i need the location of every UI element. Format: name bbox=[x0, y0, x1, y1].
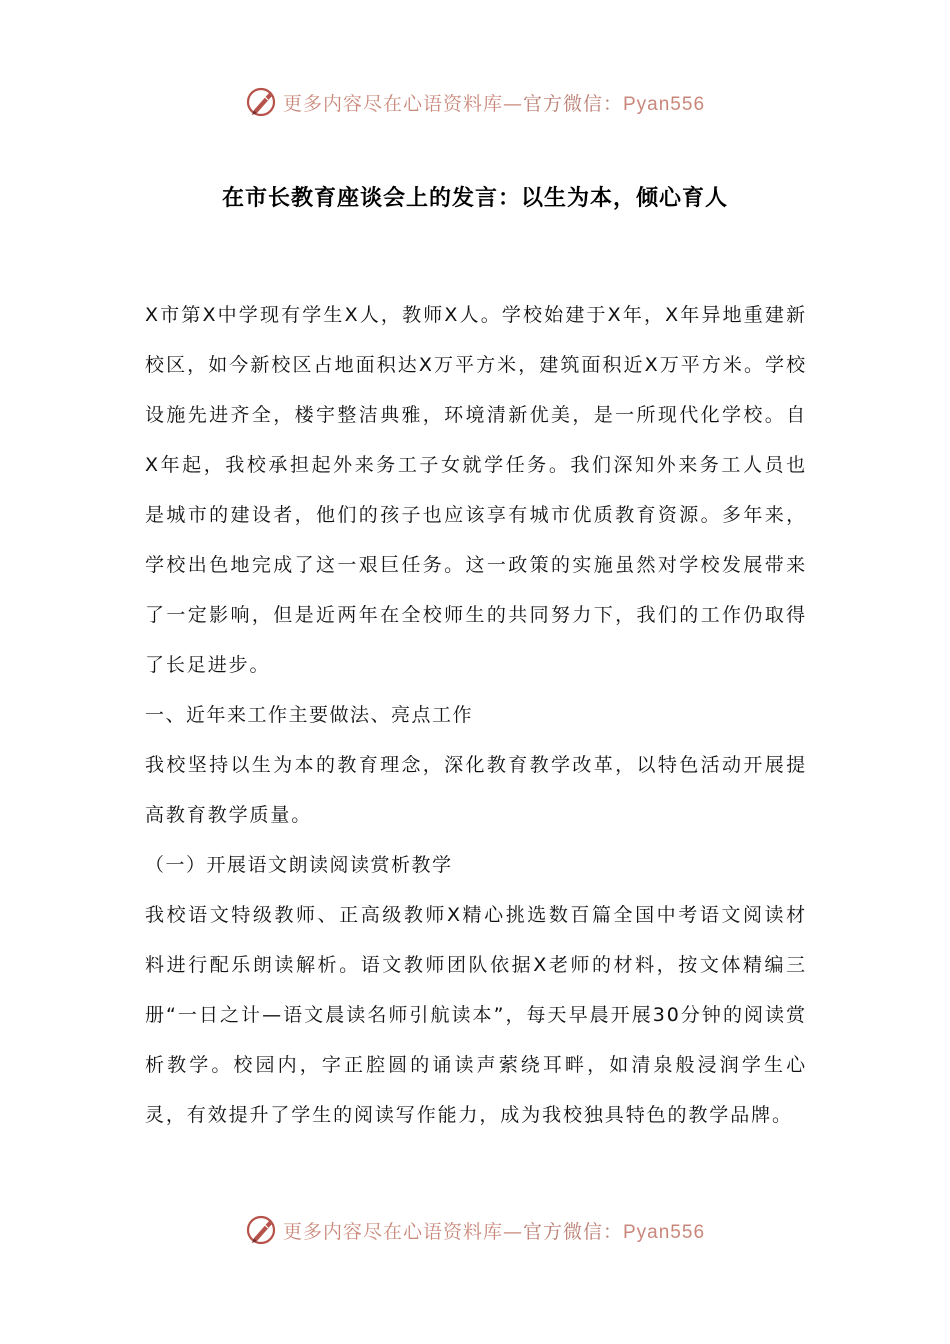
watermark-site-text: 更多内容尽在心语资料库 bbox=[282, 1220, 503, 1243]
paragraph-reading: 我校语文特级教师、正高级教师X精心挑选数百篇全国中考语文阅读材料进行配乐朗读解析。语文教师团队依据X老师的材料，按文体精编三册“一日之计—语文晨读名师引航读本”，每天早晨开展30分钟的阅读赏析教学。校园内，字正腔圆的诵读声萦绕耳畔，如清泉般浸润学生心灵，有效提升了学生的阅读写作能力，成为我校独具特色的教学品牌。 bbox=[145, 904, 807, 1126]
watermark-footer bbox=[0, 1210, 950, 1250]
watermark-text bbox=[283, 89, 705, 116]
subsection-heading: （一）开展语文朗读阅读赏析教学 bbox=[145, 854, 453, 876]
pen-logo-icon bbox=[245, 85, 279, 119]
document-body bbox=[145, 290, 807, 1140]
section-heading: 一、近年来工作主要做法、亮点工作 bbox=[145, 704, 474, 726]
watermark-wechat-id: Pyan556 bbox=[623, 93, 706, 115]
watermark-wechat-label: 官方微信： bbox=[522, 1220, 623, 1243]
pen-logo-icon bbox=[245, 1213, 279, 1247]
watermark-header bbox=[0, 82, 950, 122]
paragraph-philosophy: 我校坚持以生为本的教育理念，深化教育教学改革，以特色活动开展提高教育教学质量。 bbox=[145, 754, 807, 826]
watermark-wechat-id: Pyan556 bbox=[623, 1221, 706, 1243]
watermark-wechat-label: 官方微信： bbox=[522, 92, 623, 115]
watermark-text bbox=[283, 1217, 705, 1244]
watermark-site-text: 更多内容尽在心语资料库 bbox=[282, 92, 503, 115]
document-title: 在市长教育座谈会上的发言：以生为本，倾心育人 bbox=[221, 185, 728, 211]
watermark-dash: — bbox=[502, 1220, 523, 1243]
paragraph-intro: X市第X中学现有学生X人，教师X人。学校始建于X年，X年异地重建新校区，如今新校区占地面积达X万平方米，建筑面积近X万平方米。学校设施先进齐全，楼宇整洁典雅，环境清新优美，是一所现代化学校。自X年起，我校承担起外来务工子女就学任务。我们深知外来务工人员也是城市的建设者，他们的孩子也应该享有城市优质教育资源。多年来，学校出色地完成了这一艰巨任务。这一政策的实施虽然对学校发展带来了一定影响，但是近两年在全校师生的共同努力下，我们的工作仍取得了长足进步。 bbox=[145, 304, 807, 676]
watermark-dash: — bbox=[502, 92, 523, 115]
